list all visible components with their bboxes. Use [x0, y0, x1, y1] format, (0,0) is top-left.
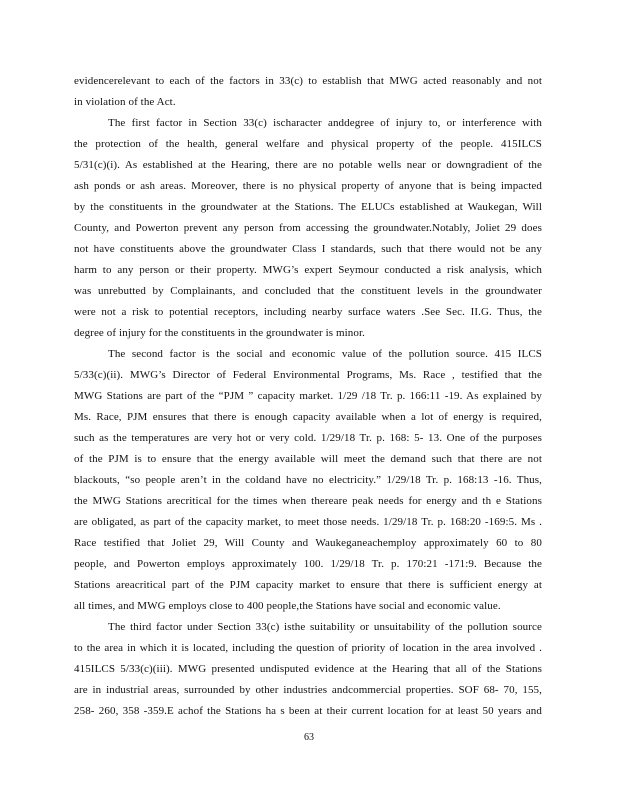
text-line: evidencerelevant to each of the factors in 33(c) to establish that MWG acted reasonably and not: [74, 75, 542, 87]
text-line: The first factor in Section 33(c) ischaracter anddegree of injury to, or interference with: [108, 117, 542, 129]
text-line: Ms. Race, PJM ensures that there is enough capacity available when a lot of energy is required,: [74, 411, 542, 423]
text-line: blackouts, “so people aren’t in the coldand have no electricity.” 1/29/18 Tr. p. 168:13 -16. Thus,: [74, 474, 542, 486]
text-line: by the constituents in the groundwater at the Stations. The ELUCs established at Waukegan, Will: [74, 201, 542, 213]
text-line: County, and Powerton prevent any person from accessing the groundwater.Notably, Joliet 29 does: [74, 222, 542, 234]
text-line: such as the temperatures are very hot or very cold. 1/29/18 Tr. p. 168: 5- 13. One of the purposes: [74, 432, 542, 444]
text-line: 415ILCS 5/33(c)(iii). MWG presented undisputed evidence at the Hearing that all of the Stations: [74, 663, 542, 675]
text-line: 258- 260, 358 -359.E achof the Stations ha s been at their current location for at least 50 years and: [74, 705, 542, 717]
text-line: were not a risk to potential receptors, including nearby surface waters .See Sec. II.G. Thus, the: [74, 306, 542, 318]
text-line: of the PJM is to ensure that the energy available will meet the demand such that there are not: [74, 453, 542, 465]
text-line: are obligated, as part of the capacity market, to meet those needs. 1/29/18 Tr. p. 168:20 -169:5. Ms .: [74, 516, 542, 528]
text-line: are in industrial areas, surrounded by other industries andcommercial properties. SOF 68- 70, 155,: [74, 684, 542, 696]
text-line: Race testified that Joliet 29, Will County and Waukeganeachemploy approximately 60 to 80: [74, 537, 542, 549]
text-line: MWG Stations are part of the “PJM ” capacity market. 1/29 /18 Tr. p. 166:11 -19. As explained by: [74, 390, 542, 402]
text-line: degree of injury for the constituents in the groundwater is minor.: [74, 327, 366, 339]
text-line: not have constituents above the groundwater Class I standards, such that there would not be any: [74, 243, 542, 255]
text-line: 5/33(c)(ii). MWG’s Director of Federal Environmental Programs, Ms. Race , testified that the: [74, 369, 542, 381]
text-line: Stations areacritical part of the PJM capacity market to ensure that there is sufficient energy at: [74, 579, 542, 591]
text-line: the protection of the health, general welfare and physical property of the people. 415ILCS: [74, 138, 542, 150]
text-line: The third factor under Section 33(c) isthe suitability or unsuitability of the pollution source: [108, 621, 542, 633]
page-number: 63: [304, 732, 314, 743]
body-text: [74, 71, 542, 722]
text-line: to the area in which it is located, including the question of priority of location in the area involved .: [74, 642, 542, 654]
text-line: The second factor is the social and economic value of the pollution source. 415 ILCS: [108, 348, 542, 360]
text-line: in violation of the Act.: [74, 96, 176, 108]
text-line: 5/31(c)(i). As established at the Hearing, there are no potable wells near or downgradient of the: [74, 159, 542, 171]
text-line: all times, and MWG employs close to 400 people,the Stations have social and economic value.: [74, 600, 501, 612]
text-line: harm to any person or their property. MWG’s expert Seymour conducted a risk analysis, which: [74, 264, 542, 276]
text-line: people, and Powerton employs approximately 100. 1/29/18 Tr. p. 170:21 -171:9. Because the: [74, 558, 542, 570]
text-line: was unrebutted by Complainants, and concluded that the constituent levels in the groundwater: [74, 285, 542, 297]
text-line: ash ponds or ash areas. Moreover, there is no physical property of anyone that is being impacted: [74, 180, 542, 192]
text-line: the MWG Stations arecritical for the times when thereare peak needs for energy and th e Stations: [74, 495, 542, 507]
